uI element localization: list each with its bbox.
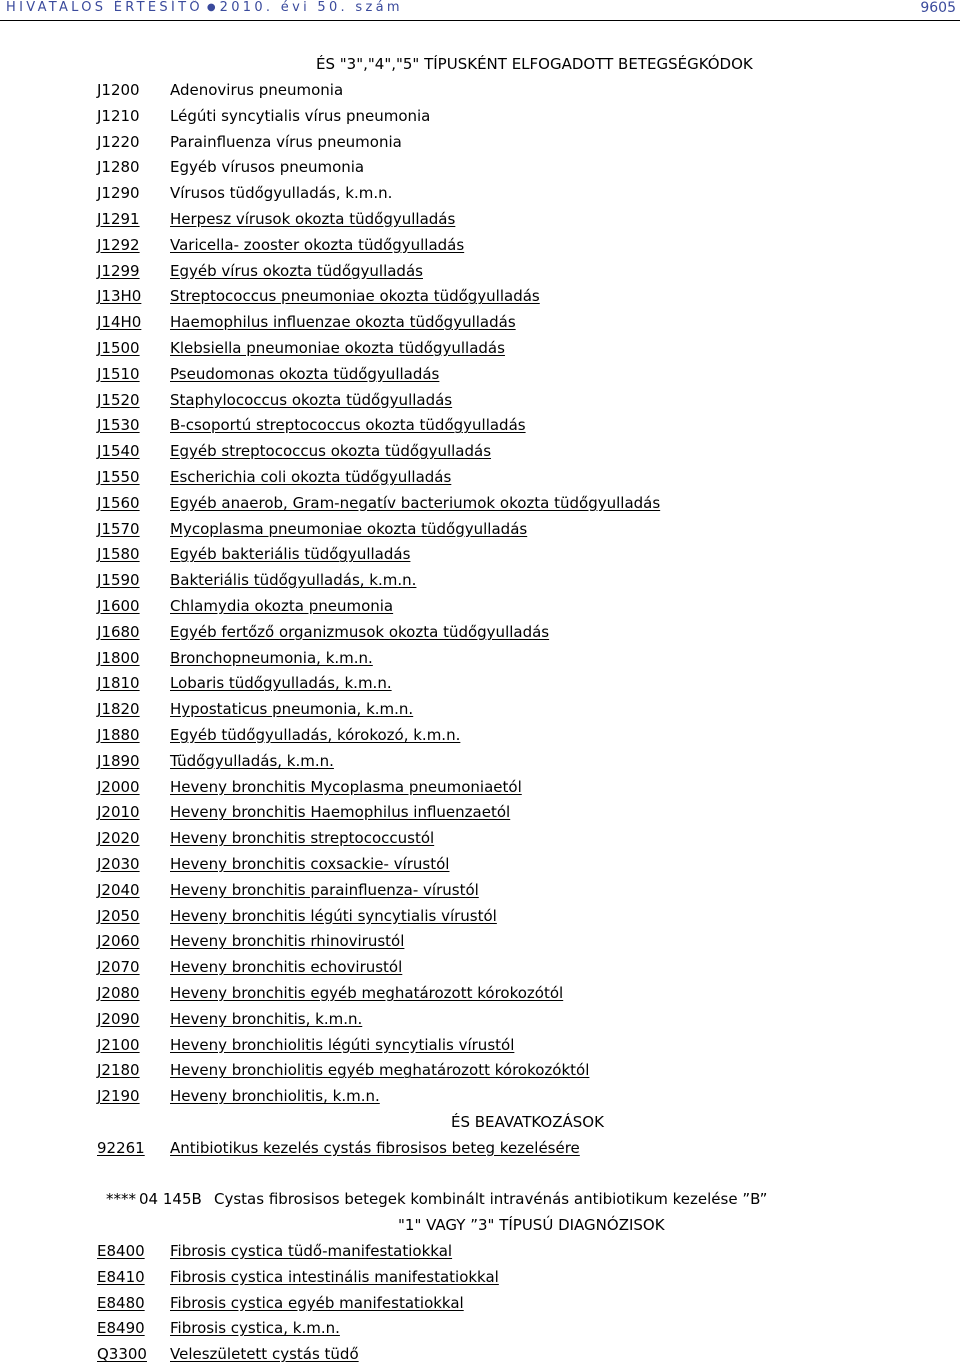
item-code: J2090 [97,1009,140,1028]
item-code: J2100 [97,1035,140,1054]
heading-diagnoses: "1" VAGY ”3" TÍPUSÚ DIAGNÓZISOK [398,1216,665,1234]
item-description: Escherichia coli okozta tüdőgyulladás [170,468,452,486]
item-code: J1500 [97,339,140,357]
item-description: Egyéb vírus okozta tüdőgyulladás [170,261,423,280]
item-description: Staphylococcus okozta tüdőgyulladás [170,390,453,409]
list-item [0,1035,960,1059]
list-item [0,1318,960,1342]
list-item [0,467,960,491]
item-description: Pseudomonas okozta tüdőgyulladás [170,364,440,383]
item-description: Heveny bronchiolitis egyéb meghatározott kórokozóktól [170,1061,590,1080]
list-item [0,261,960,285]
publication-title: HIVATALOS ÉRTESÍTŐ [6,0,203,15]
item-description: Heveny bronchitis, k.m.n. [170,1009,363,1028]
item-code: J2010 [97,803,140,822]
item-code: J1590 [97,571,140,590]
item-code: J1580 [97,545,140,564]
item-code: J1550 [97,468,140,486]
item-code: J1880 [97,726,140,744]
drg-code: 04 145B [139,1190,202,1208]
issue-info: 2010. évi 50. szám [219,0,403,15]
item-description: Antibiotikus kezelés cystás fibrosisos beteg kezelésére [170,1139,580,1157]
item-code: J1540 [97,442,140,461]
list-item [0,286,960,310]
item-description: Klebsiella pneumoniae okozta tüdőgyulladás [170,339,505,357]
header-publication-info [6,0,403,15]
list-item [0,570,960,594]
item-code: E8490 [97,1319,145,1338]
item-description: Vírusos tüdőgyulladás, k.m.n. [170,184,393,203]
item-code: J13H0 [97,287,142,306]
item-code: 92261 [97,1139,145,1157]
item-code: J14H0 [97,313,142,332]
list-item [0,596,960,620]
item-description: Fibrosis cystica egyéb manifestatiokkal [170,1293,464,1312]
list-item [0,906,960,930]
item-code: J2040 [97,880,140,899]
drg-stars: **** [106,1190,136,1208]
item-code: J2000 [97,777,140,796]
list-item [0,1241,960,1265]
list-item [0,931,960,955]
item-code: J1210 [97,106,140,125]
list-item [0,338,960,362]
item-description: Chlamydia okozta pneumonia [170,597,394,615]
item-description: Heveny bronchitis Haemophilus influenzaetól [170,803,511,822]
item-description: Légúti syncytialis vírus pneumonia [170,106,431,125]
item-code: E8400 [97,1242,145,1260]
item-code: E8410 [97,1267,145,1286]
item-description: Egyéb anaerob, Gram-negatív bacteriumok okozta tüdőgyulladás [170,493,661,512]
item-description: Heveny bronchitis coxsackie- vírustól [170,855,450,873]
item-code: J1560 [97,493,140,512]
item-code: J2080 [97,984,140,1002]
list-item [0,1293,960,1317]
list-item [0,828,960,852]
list-item [0,209,960,233]
item-description: Egyéb vírusos pneumonia [170,158,365,177]
item-description: Bronchopneumonia, k.m.n. [170,648,373,667]
list-item [0,544,960,568]
list-item [0,132,960,156]
item-code: J1280 [97,158,140,177]
item-description: Bakteriális tüdőgyulladás, k.m.n. [170,571,417,590]
item-code: J1220 [97,132,140,151]
item-description: Varicella- zooster okozta tüdőgyulladás [170,235,465,254]
heading-procedures: ÉS BEAVATKOZÁSOK [451,1113,604,1131]
item-description: Heveny bronchitis légúti syncytialis vírustól [170,906,497,925]
item-code: J2190 [97,1087,140,1106]
list-item [0,519,960,543]
item-code: Q3300 [97,1345,147,1364]
item-description: Mycoplasma pneumoniae okozta tüdőgyulladás [170,519,528,538]
list-item [0,957,960,981]
list-item [0,777,960,801]
item-description: Tüdőgyulladás, k.m.n. [170,751,334,770]
list-item [0,415,960,439]
item-description: Heveny bronchitis rhinovirustól [170,932,405,951]
item-description: Heveny bronchitis echovirustól [170,958,403,977]
item-code: J1510 [97,364,140,383]
item-code: J1299 [97,261,140,280]
item-code: J2030 [97,855,140,873]
list-item [0,493,960,517]
item-description: Parainfluenza vírus pneumonia [170,132,402,151]
item-description: Haemophilus influenzae okozta tüdőgyulladás [170,313,516,332]
list-item [0,106,960,130]
page-header [0,0,960,21]
bullet-icon: ● [206,2,216,13]
list-item [0,1009,960,1033]
item-code: J2020 [97,829,140,848]
item-code: J2060 [97,932,140,951]
item-code: J1810 [97,674,140,693]
list-item [0,751,960,775]
item-code: J1291 [97,210,140,228]
list-item [0,1267,960,1291]
list-item [0,1060,960,1084]
item-description: Egyéb fertőző organizmusok okozta tüdőgyulladás [170,622,550,641]
item-description: Veleszületett cystás tüdő [170,1345,359,1364]
item-code: J2050 [97,906,140,925]
list-item [0,364,960,388]
item-description: Fibrosis cystica, k.m.n. [170,1319,340,1338]
list-item [0,1344,960,1368]
item-code: J2070 [97,958,140,977]
item-description: Egyéb tüdőgyulladás, kórokozó, k.m.n. [170,726,461,744]
item-description: Heveny bronchitis streptococcustól [170,829,435,848]
item-description: Hypostaticus pneumonia, k.m.n. [170,700,414,719]
list-item [0,622,960,646]
item-code: J1680 [97,622,140,641]
item-description: Egyéb streptococcus okozta tüdőgyulladás [170,442,492,461]
item-description: Heveny bronchitis egyéb meghatározott kórokozótól [170,984,564,1002]
item-description: Heveny bronchiolitis légúti syncytialis vírustól [170,1035,515,1054]
list-item [0,802,960,826]
item-description: Lobaris tüdőgyulladás, k.m.n. [170,674,392,693]
list-item [0,235,960,259]
list-item [0,880,960,904]
list-item [0,390,960,414]
list-item [0,1138,960,1162]
item-description: Fibrosis cystica tüdő-manifestatiokkal [170,1242,453,1260]
item-code: J1292 [97,235,140,254]
item-code: J2180 [97,1061,140,1080]
list-item [0,183,960,207]
item-description: Heveny bronchitis Mycoplasma pneumoniaetól [170,777,522,796]
page-number: 9605 [920,0,956,16]
list-item [0,983,960,1007]
item-code: J1800 [97,648,140,667]
item-description: Streptococcus pneumoniae okozta tüdőgyulladás [170,287,540,306]
item-description: Herpesz vírusok okozta tüdőgyulladás [170,210,456,228]
item-code: J1200 [97,81,140,99]
list-item [0,699,960,723]
item-code: J1820 [97,700,140,719]
list-item [0,725,960,749]
item-code: J1570 [97,519,140,538]
list-item [0,854,960,878]
item-code: J1520 [97,390,140,409]
list-item [0,80,960,104]
item-code: E8480 [97,1293,145,1312]
item-description: Heveny bronchitis parainfluenza- vírustól [170,880,479,899]
list-item [0,673,960,697]
list-item [0,157,960,181]
item-code: J1290 [97,184,140,203]
item-code: J1600 [97,597,140,615]
item-description: Egyéb bakteriális tüdőgyulladás [170,545,411,564]
list-item [0,648,960,672]
item-code: J1530 [97,416,140,435]
drg-line [0,1189,960,1213]
item-description: Heveny bronchiolitis, k.m.n. [170,1087,380,1106]
list-item [0,441,960,465]
item-code: J1890 [97,751,140,770]
list-item [0,1086,960,1110]
drg-description: Cystas fibrosisos betegek kombinált intravénás antibiotikum kezelése ”B” [214,1190,768,1208]
item-description: Adenovirus pneumonia [170,81,344,99]
heading-accepted-codes: ÉS "3","4","5" TÍPUSKÉNT ELFOGADOTT BETEGSÉGKÓDOK [316,55,753,73]
item-description: Fibrosis cystica intestinális manifestatiokkal [170,1267,499,1286]
item-description: B-csoportú streptococcus okozta tüdőgyulladás [170,416,526,435]
list-item [0,312,960,336]
